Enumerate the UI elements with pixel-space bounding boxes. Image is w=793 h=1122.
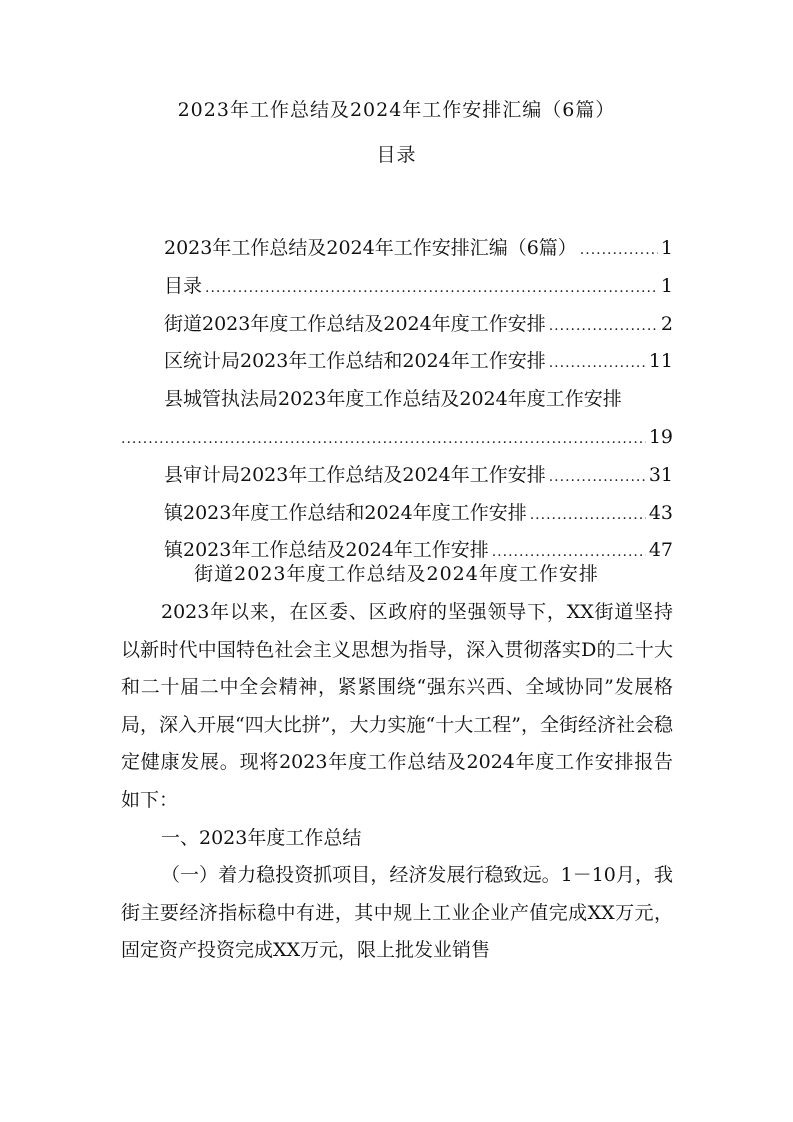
toc-leader-dots [580,232,658,270]
document-title: 2023年工作总结及2024年工作安排汇编（6篇） [177,99,616,121]
body-text [121,594,673,970]
toc-entry-label: 镇2023年度工作总结和2024年度工作安排 [164,501,527,524]
toc-entry[interactable] [121,343,673,381]
toc-leader-dots [205,270,658,308]
toc-entry[interactable] [121,381,673,419]
toc-entry-label: 区统计局2023年工作总结和2024年工作安排 [164,350,546,373]
toc-leader-dots [549,459,646,497]
paragraph: （一）着力稳投资抓项目，经济发展行稳致远。1－10月，我街主要经济指标稳中有进，其中规上工业企业产值完成XX万元，固定资产投资完成XX万元，限上批发业销售 [121,864,673,962]
toc-leader-dots [549,345,646,383]
section-title: 街道2023年度工作总结及2024年度工作安排 [194,563,599,585]
toc-entry[interactable] [121,457,673,495]
toc-entry-page: 1 [660,274,673,297]
toc-entry-page: 1 [660,237,673,259]
toc-entry-page: 31 [648,463,673,486]
toc-entry-continuation[interactable] [121,419,673,457]
toc-entry[interactable] [121,306,673,344]
toc-heading: 目录 [376,144,417,166]
toc-entry-label: 街道2023年度工作总结及2024年度工作安排 [164,312,546,335]
toc-entry-page: 47 [648,539,673,562]
toc-leader-dots [121,421,646,459]
toc-entry[interactable] [121,495,673,533]
toc-entry-label: 县审计局2023年工作总结及2024年工作安排 [164,463,546,486]
toc-entry-page: 19 [648,425,673,448]
toc-entry-label: 县城管执法局2023年度工作总结及2024年度工作安排 [164,388,622,411]
toc-entry-page: 2 [660,312,673,335]
paragraph: 2023年以来，在区委、区政府的坚强领导下，XX街道坚持以新时代中国特色社会主义思想为指导，深入贯彻落实D的二十大和二十届二中全会精神，紧紧围绕“强东兴西、全域协同”发展格局，深入开展“四大比拼”，大力实施“十大工程”，全街经济社会稳定健康发展。现将2023年度工作总结及2024年度工作安排报告如下： [121,601,673,811]
toc-entry-label: 2023年工作总结及2024年工作安排汇编（6篇） [164,237,577,259]
toc-leader-dots [549,308,658,346]
toc-entry-page: 43 [648,501,673,524]
toc-entry[interactable] [121,268,673,306]
section-heading: 一、2023年度工作总结 [161,826,362,849]
table-of-contents [121,230,673,570]
toc-entry-page: 11 [648,350,673,373]
toc-entry-label: 镇2023年工作总结及2024年工作安排 [164,539,489,562]
toc-entry-label: 目录 [164,274,203,297]
toc-leader-dots [530,497,646,535]
toc-entry[interactable] [121,230,673,268]
